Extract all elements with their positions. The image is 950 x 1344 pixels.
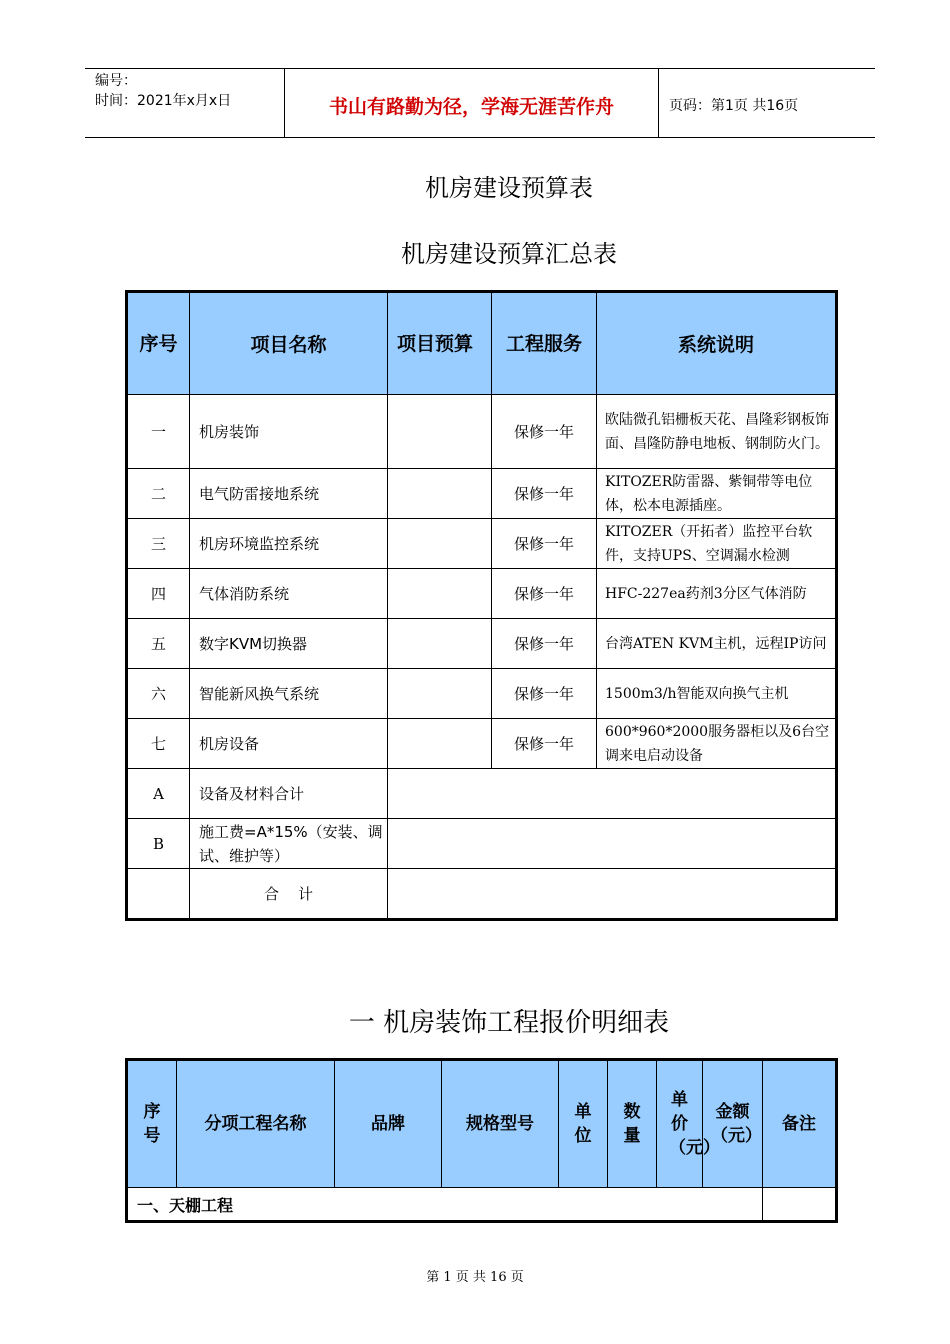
table-row-b	[128, 819, 836, 869]
row-service: 保修一年	[492, 569, 597, 619]
row-no: 二	[128, 469, 190, 519]
detail-col-price: 单价（元）	[657, 1061, 703, 1188]
summary-title: 机房建设预算汇总表	[401, 240, 617, 268]
table-row	[128, 519, 836, 569]
total-label: 合 计	[190, 869, 388, 919]
header-meta	[85, 69, 285, 137]
row-budget	[388, 469, 492, 519]
table-row	[128, 469, 836, 519]
col-header-service: 工程服务	[492, 293, 597, 395]
row-name: 电气防雷接地系统	[190, 469, 388, 519]
row-budget	[388, 619, 492, 669]
row-no: 四	[128, 569, 190, 619]
row-name: 设备及材料合计	[190, 769, 388, 819]
detail-section-row	[128, 1188, 836, 1221]
table-row	[128, 619, 836, 669]
row-name: 智能新风换气系统	[190, 669, 388, 719]
total-value	[388, 869, 836, 919]
row-no	[128, 869, 190, 919]
row-no: B	[128, 819, 190, 869]
page-footer: 第 1 页 共 16 页	[426, 1270, 524, 1285]
table-row	[128, 719, 836, 769]
row-a-value	[388, 769, 836, 819]
row-name: 机房设备	[190, 719, 388, 769]
time-label: 时间：2021年x月x日	[95, 93, 232, 109]
row-name: 气体消防系统	[190, 569, 388, 619]
row-no: 一	[128, 395, 190, 469]
row-desc: 台湾ATEN KVM主机，远程IP访问	[597, 619, 836, 669]
detail-col-brand: 品牌	[335, 1061, 442, 1188]
detail-col-note: 备注	[763, 1061, 836, 1188]
row-name: 数字KVM切换器	[190, 619, 388, 669]
row-desc: 1500m3/h智能双向换气主机	[597, 669, 836, 719]
row-b-value	[388, 819, 836, 869]
detail-col-name: 分项工程名称	[177, 1061, 335, 1188]
table-row-total	[128, 869, 836, 919]
row-desc: 欧陆微孔铝栅板天花、昌隆彩钢板饰面、昌隆防静电地板、钢制防火门。	[597, 395, 836, 469]
detail-col-spec: 规格型号	[442, 1061, 559, 1188]
detail-col-unit: 单位	[559, 1061, 608, 1188]
section-label: 一、天棚工程	[128, 1188, 763, 1221]
summary-header-row	[128, 293, 836, 395]
row-name: 机房环境监控系统	[190, 519, 388, 569]
row-desc: 600*960*2000服务器柜以及6台空调来电启动设备	[597, 719, 836, 769]
row-service: 保修一年	[492, 519, 597, 569]
row-service: 保修一年	[492, 619, 597, 669]
col-header-budget: 项目预算	[388, 293, 492, 395]
detail-col-qty: 数量	[608, 1061, 657, 1188]
table-row	[128, 395, 836, 469]
row-budget	[388, 719, 492, 769]
row-no: 七	[128, 719, 190, 769]
row-no: A	[128, 769, 190, 819]
row-no: 六	[128, 669, 190, 719]
row-desc: KITOZER（开拓者）监控平台软件，支持UPS、空调漏水检测	[597, 519, 836, 569]
section1-title: 一 机房装饰工程报价明细表	[348, 1008, 670, 1038]
row-service: 保修一年	[492, 669, 597, 719]
header-motto: 书山有路勤为径，学海无涯苦作舟	[285, 69, 659, 137]
detail-col-no: 序号	[128, 1061, 177, 1188]
table-row-a	[128, 769, 836, 819]
row-service: 保修一年	[492, 469, 597, 519]
row-service: 保修一年	[492, 395, 597, 469]
row-no: 三	[128, 519, 190, 569]
main-title: 机房建设预算表	[425, 174, 593, 202]
row-name: 施工费=A*15%（安装、调试、维护等）	[190, 819, 388, 869]
section-note	[763, 1188, 836, 1221]
row-no: 五	[128, 619, 190, 669]
row-budget	[388, 669, 492, 719]
row-desc: KITOZER防雷器、紫铜带等电位体，松本电源插座。	[597, 469, 836, 519]
row-budget	[388, 395, 492, 469]
header-page-info: 页码：第1页 共16页	[669, 98, 799, 114]
row-name: 机房装饰	[190, 395, 388, 469]
row-budget	[388, 569, 492, 619]
col-header-no: 序号	[128, 293, 190, 395]
row-service: 保修一年	[492, 719, 597, 769]
detail-col-amount: 金额（元）	[703, 1061, 763, 1188]
detail-header-row	[128, 1061, 836, 1188]
page-header	[85, 68, 875, 138]
table-row	[128, 669, 836, 719]
number-label: 编号：	[95, 73, 137, 89]
row-budget	[388, 519, 492, 569]
summary-table	[127, 292, 836, 919]
row-desc: HFC-227ea药剂3分区气体消防	[597, 569, 836, 619]
col-header-name: 项目名称	[190, 293, 388, 395]
detail-table	[127, 1060, 836, 1221]
col-header-desc: 系统说明	[597, 293, 836, 395]
table-row	[128, 569, 836, 619]
